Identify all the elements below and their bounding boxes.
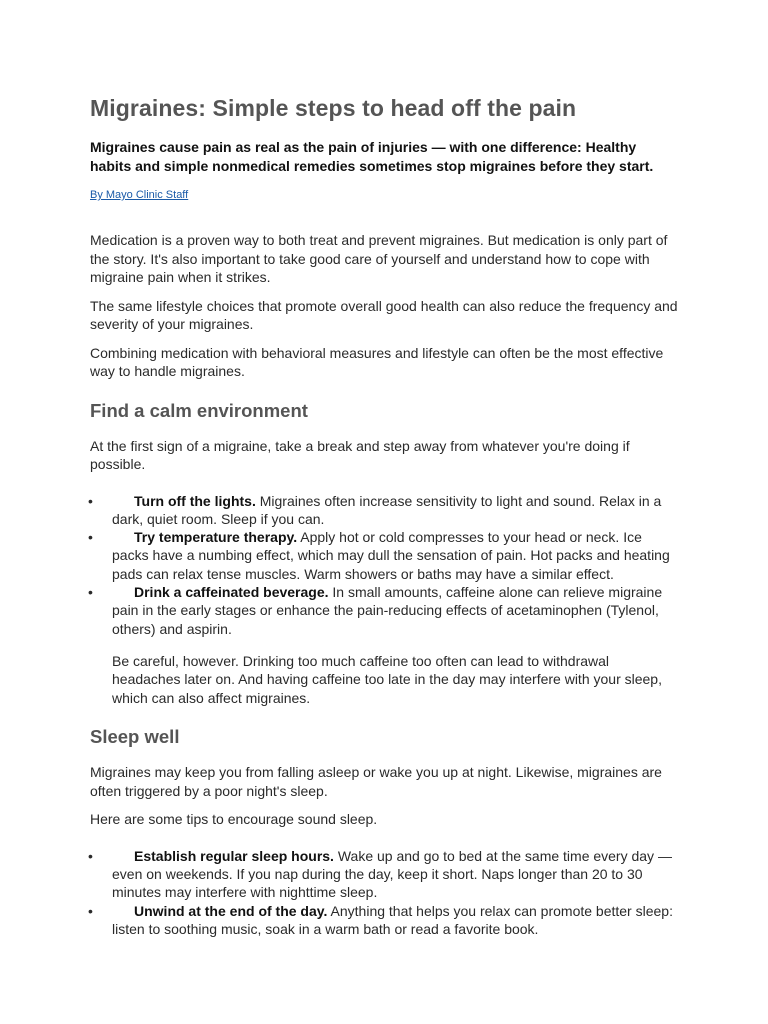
bullet-lead: Unwind at the end of the day. bbox=[134, 902, 328, 919]
intro-paragraph: The same lifestyle choices that promote overall good health can also reduce the frequency and severity of your migraines. bbox=[90, 297, 678, 332]
bullet-lead: Establish regular sleep hours. bbox=[134, 847, 334, 864]
list-item bbox=[90, 492, 680, 529]
bullet-lead: Turn off the lights. bbox=[134, 492, 256, 509]
section-heading-sleep-well: Sleep well bbox=[90, 726, 180, 748]
bullet-icon: • bbox=[88, 492, 93, 509]
section-paragraph: Migraines may keep you from falling asleep or wake you up at night. Likewise, migraines are often triggered by a poor night's sleep. bbox=[90, 764, 662, 799]
bullet-lead: Drink a caffeinated beverage. bbox=[134, 583, 329, 600]
bullet-icon: • bbox=[88, 529, 93, 546]
byline-container bbox=[90, 186, 680, 219]
article-lede: Migraines cause pain as real as the pain of injuries — with one difference: Healthy habits and simple nonmedical remedies sometimes stop migraines before they start. bbox=[90, 139, 654, 174]
intro-paragraph: Combining medication with behavioral measures and lifestyle can often be the most effective way to handle migraines. bbox=[90, 344, 664, 379]
byline-link[interactable]: By Mayo Clinic Staff bbox=[90, 189, 189, 201]
list-item bbox=[90, 902, 680, 939]
section-paragraph: At the first sign of a migraine, take a break and step away from whatever you're doing if possible. bbox=[90, 437, 630, 472]
bullet-text: Migraines often increase sensitivity to light and sound. Relax in a dark, quiet room. Sleep if you can. bbox=[112, 492, 662, 527]
page-title: Migraines: Simple steps to head off the pain bbox=[90, 95, 577, 121]
bullet-icon: • bbox=[88, 847, 93, 864]
bullet-list bbox=[90, 847, 680, 938]
list-item bbox=[90, 528, 680, 583]
bullet-followup-paragraph: Be careful, however. Drinking too much caffeine too often can lead to withdrawal headaches later on. And having caffeine too late in the day may interfere with your sleep, which can also affect migraines. bbox=[112, 652, 662, 706]
bullet-icon: • bbox=[88, 583, 93, 600]
bullet-text: In small amounts, caffeine alone can relieve migraine pain in the early stages or enhance the pain-reducing effects of acetaminophen (Tylenol, others) and aspirin. bbox=[112, 583, 663, 637]
bullet-icon: • bbox=[88, 902, 93, 919]
bullet-list bbox=[90, 492, 680, 638]
article bbox=[90, 92, 680, 948]
section-heading-calm-environment: Find a calm environment bbox=[90, 399, 308, 421]
section-paragraph: Here are some tips to encourage sound sleep. bbox=[90, 811, 378, 828]
list-item bbox=[90, 583, 680, 638]
bullet-lead: Try temperature therapy. bbox=[134, 529, 298, 546]
bullet-text: Anything that helps you relax can promote better sleep: listen to soothing music, soak in a warm bath or read a favorite book. bbox=[112, 902, 673, 938]
bullet-text: Wake up and go to bed at the same time every day — even on weekends. If you nap during the day, keep it short. Naps longer than 20 to 30 minutes may interfere with nighttime sleep. bbox=[112, 847, 672, 901]
bullet-text: Apply hot or cold compresses to your head or neck. Ice packs have a numbing effect, which may dull the sensation of pain. Hot packs and heating pads can relax tense muscles. Warm showers or baths may have a similar effect. bbox=[112, 529, 670, 582]
intro-paragraph: Medication is a proven way to both treat and prevent migraines. But medication is only part of the story. It's also important to take good care of yourself and understand how to cope with migraine pain when it strikes. bbox=[90, 232, 668, 285]
list-item bbox=[90, 847, 680, 902]
